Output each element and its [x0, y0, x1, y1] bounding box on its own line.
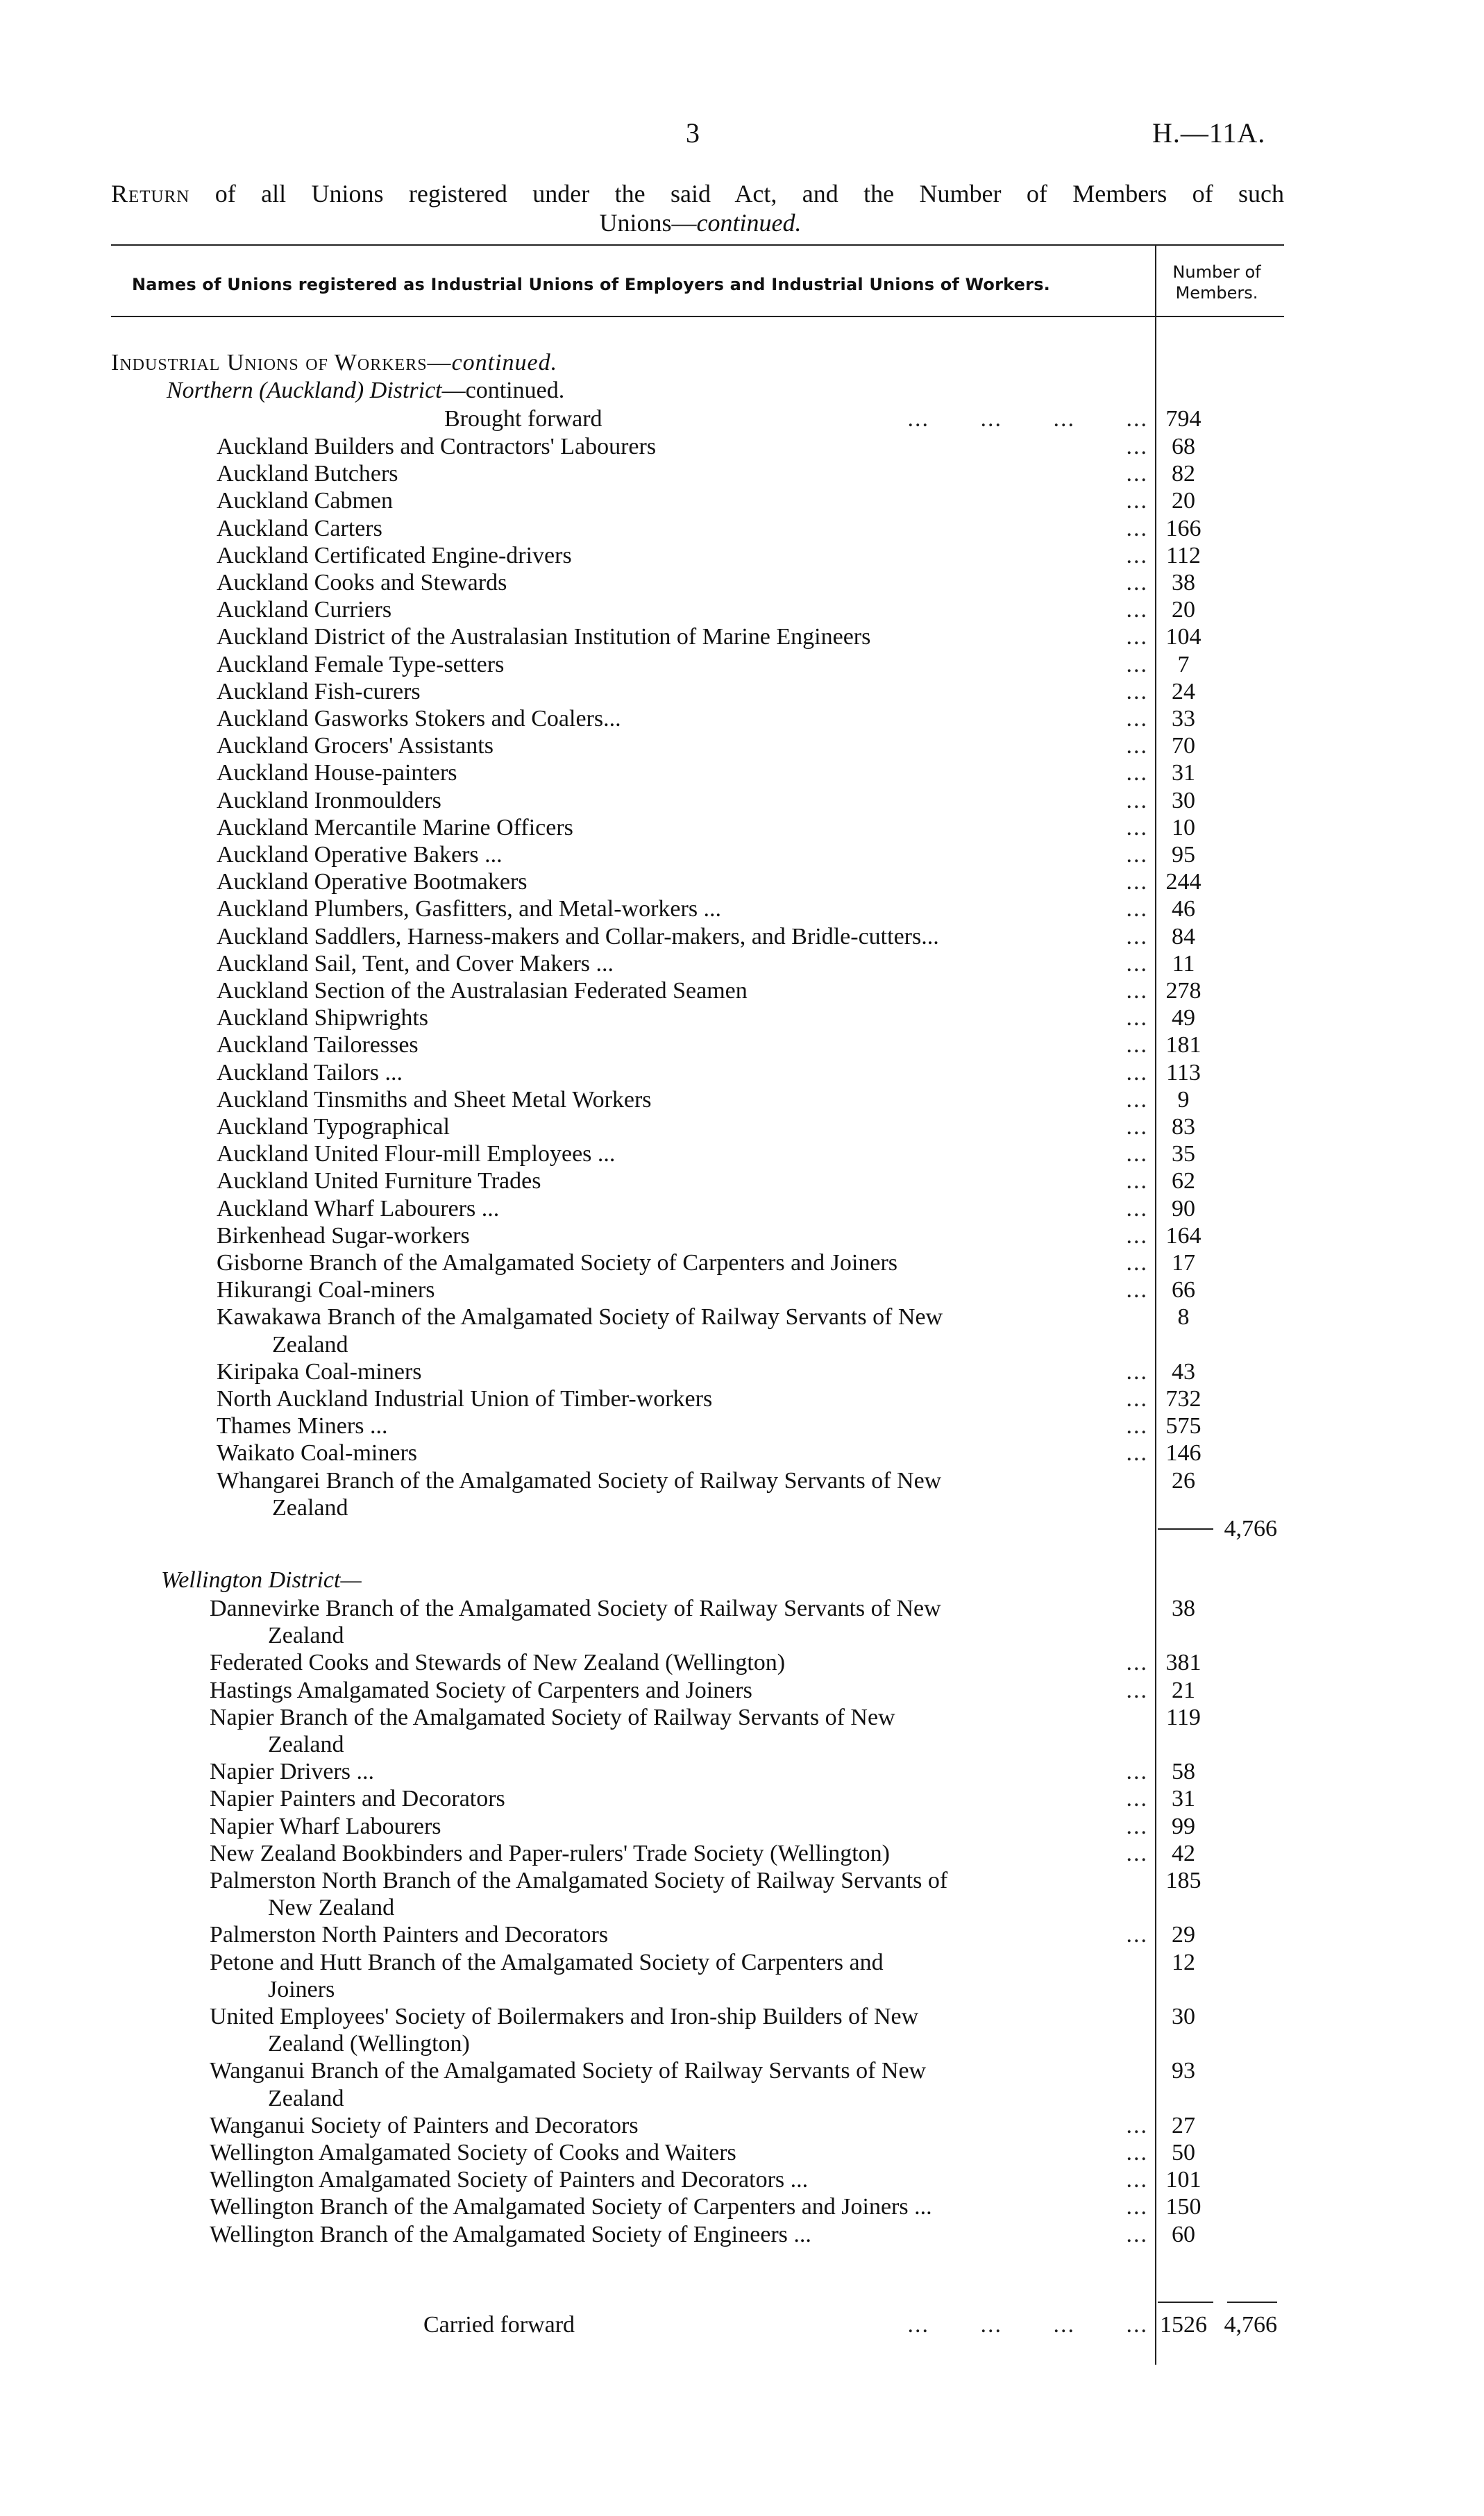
- union-name: Kawakawa Branch of the Amalgamated Society of Railway Servants of New: [217, 1304, 943, 1331]
- table-title-line2: [0, 208, 1401, 237]
- section-heading: [111, 350, 557, 376]
- table-row: [0, 2003, 1484, 2031]
- table-row: [0, 1195, 1484, 1223]
- carried-forward-rule-total: [1227, 2302, 1277, 2303]
- union-name: Kiripaka Coal-miners: [217, 1358, 422, 1385]
- leader-dots: ...: [1126, 1677, 1148, 1703]
- member-count: 84: [1172, 923, 1195, 949]
- member-count: 31: [1172, 1786, 1195, 1812]
- member-count: 33: [1172, 706, 1195, 732]
- table-row: [0, 787, 1484, 815]
- member-count: 101: [1165, 2167, 1201, 2193]
- district-total-row: [0, 1515, 1484, 1543]
- leader-dots: ...: [1126, 1840, 1148, 1866]
- title-line2-plain: Unions—: [599, 209, 697, 237]
- table-row: [0, 542, 1484, 570]
- union-name-continuation: Zealand: [272, 1331, 348, 1358]
- table-row: [0, 1222, 1484, 1250]
- table-row: [0, 1249, 1484, 1277]
- union-name: New Zealand Bookbinders and Paper-rulers' Trade Society (Wellington): [210, 1840, 890, 1866]
- member-count: 104: [1165, 624, 1201, 650]
- union-name: Auckland Butchers: [217, 461, 398, 487]
- member-count: 732: [1165, 1386, 1201, 1412]
- leader-dots: ...: [1126, 2112, 1148, 2138]
- union-name: Auckland Sail, Tent, and Cover Makers ...: [217, 950, 614, 977]
- member-count: 62: [1172, 1168, 1195, 1194]
- member-count: 83: [1172, 1114, 1195, 1140]
- union-name: Auckland Section of the Australasian Federated Seamen: [217, 978, 748, 1004]
- header-bottom-rule: [111, 316, 1284, 317]
- table-row: [0, 1840, 1484, 1868]
- table-row: [0, 1785, 1484, 1813]
- union-name: Auckland Plumbers, Gasfitters, and Metal-workers ...: [217, 896, 722, 922]
- table-row: [0, 977, 1484, 1005]
- table-row: [0, 1358, 1484, 1386]
- section-title-italic: continued.: [451, 350, 558, 375]
- carried-forward-row: [0, 2311, 1484, 2339]
- leader-dots: ...: [1126, 978, 1148, 1004]
- union-name: Auckland Wharf Labourers ...: [217, 1195, 500, 1222]
- member-count: 146: [1165, 1440, 1201, 1467]
- brought-forward-members: 794: [1165, 406, 1201, 432]
- leader-dots: ...: [1126, 896, 1148, 922]
- leader-dots: ...: [1126, 1032, 1148, 1058]
- carried-forward-members: 1526: [1160, 2312, 1207, 2338]
- union-name: Auckland Carters: [217, 515, 382, 541]
- member-count: 164: [1165, 1222, 1201, 1249]
- leader-dots: ...: [1126, 923, 1148, 949]
- member-count: 17: [1172, 1250, 1195, 1276]
- leader-dots: ...: [1126, 434, 1148, 459]
- union-name: Auckland Ironmoulders: [217, 787, 441, 813]
- union-name: Wanganui Society of Painters and Decorators: [210, 2112, 639, 2138]
- leader-dots: ...: [1126, 1086, 1148, 1113]
- table-row: [0, 950, 1484, 978]
- union-name: North Auckland Industrial Union of Timber-workers: [217, 1386, 713, 1412]
- table-row: [0, 1140, 1484, 1168]
- union-name: Auckland Fish-curers: [217, 678, 421, 704]
- member-count: 38: [1172, 570, 1195, 596]
- union-name: Auckland Certificated Engine-drivers: [217, 542, 572, 568]
- member-count: 43: [1172, 1358, 1195, 1385]
- leader-dots: ...: [1126, 1168, 1148, 1194]
- union-name: Auckland Tailoresses: [217, 1032, 419, 1058]
- union-name: Auckland Cabmen: [217, 488, 393, 514]
- carried-forward-total: 4,766: [1224, 2312, 1277, 2338]
- union-name: Birkenhead Sugar-workers: [217, 1222, 470, 1249]
- table-row: [0, 1412, 1484, 1440]
- union-name: Auckland Mercantile Marine Officers: [217, 814, 573, 841]
- union-name: Waikato Coal-miners: [217, 1440, 418, 1467]
- document-reference: H.—11A.: [1152, 117, 1266, 149]
- union-name: Auckland District of the Australasian Institution of Marine Engineers: [217, 624, 871, 650]
- title-text: of all Unions registered under the said Act, and the Number of Members of such: [214, 180, 1284, 208]
- table-row: [0, 1949, 1484, 1977]
- member-count: 381: [1165, 1650, 1201, 1676]
- member-count: 49: [1172, 1005, 1195, 1031]
- union-name: Auckland Operative Bootmakers: [217, 869, 528, 895]
- member-count: 20: [1172, 597, 1195, 623]
- table-row: [0, 569, 1484, 597]
- table-row: [0, 623, 1484, 651]
- member-count: 60: [1172, 2221, 1195, 2247]
- member-count: 42: [1172, 1840, 1195, 1866]
- member-count: 95: [1172, 842, 1195, 868]
- number-header-line1: Number of: [1172, 262, 1261, 282]
- table-row: [0, 1649, 1484, 1677]
- leader-dots: ...: [1126, 542, 1148, 568]
- union-name: Petone and Hutt Branch of the Amalgamated Society of Carpenters and: [210, 1949, 884, 1975]
- union-name: Auckland Female Type-setters: [217, 651, 505, 677]
- northern-district-total: 4,766: [1224, 1516, 1277, 1542]
- union-name: Auckland Cooks and Stewards: [217, 570, 507, 596]
- member-count: 8: [1177, 1304, 1190, 1331]
- union-name: Gisborne Branch of the Amalgamated Society of Carpenters and Joiners: [217, 1250, 898, 1276]
- number-column-header: [1158, 262, 1276, 303]
- table-row: [0, 814, 1484, 842]
- table-row: [0, 732, 1484, 760]
- member-count: 24: [1172, 678, 1195, 704]
- union-name: Wellington Branch of the Amalgamated Society of Engineers ...: [210, 2221, 811, 2247]
- table-row: [0, 1813, 1484, 1841]
- table-row: [0, 1031, 1484, 1059]
- member-count: 119: [1166, 1704, 1201, 1730]
- table-row: [0, 1467, 1484, 1495]
- member-count: 70: [1172, 733, 1195, 759]
- leader-dots: ... ... ... ...: [907, 2312, 1148, 2338]
- table-row: [0, 433, 1484, 461]
- table-row: [0, 895, 1484, 923]
- union-name: Auckland Shipwrights: [217, 1005, 429, 1031]
- member-count: 12: [1172, 1949, 1195, 1975]
- member-count: 9: [1177, 1086, 1190, 1113]
- table-row: [0, 2112, 1484, 2140]
- leader-dots: ...: [1126, 1650, 1148, 1676]
- table-row: [0, 1921, 1484, 1949]
- member-count: 68: [1172, 434, 1195, 459]
- table-row: [0, 841, 1484, 869]
- member-count: 113: [1166, 1059, 1201, 1086]
- union-name: Hastings Amalgamated Society of Carpenters and Joiners: [210, 1677, 752, 1703]
- table-row: [0, 1167, 1484, 1195]
- table-row: [0, 1704, 1484, 1732]
- union-name: United Employees' Society of Boilermakers and Iron-ship Builders of New: [210, 2004, 919, 2029]
- table-row: [0, 1439, 1484, 1467]
- member-count: 38: [1172, 1596, 1195, 1621]
- table-row: [0, 759, 1484, 787]
- table-title: [111, 179, 1284, 208]
- carried-forward-label: Carried forward: [423, 2312, 575, 2338]
- member-count: 7: [1177, 651, 1190, 677]
- leader-dots: ...: [1126, 1114, 1148, 1140]
- union-name: Wellington Amalgamated Society of Painters and Decorators ...: [210, 2167, 809, 2193]
- table-row: [0, 705, 1484, 733]
- leader-dots: ...: [1126, 1005, 1148, 1031]
- leader-dots: ...: [1126, 2221, 1148, 2247]
- member-count: 26: [1172, 1467, 1195, 1494]
- union-name: Auckland Typographical: [217, 1114, 450, 1140]
- wellington-district-heading: Wellington District—: [161, 1567, 362, 1593]
- union-name: Wanganui Branch of the Amalgamated Society of Railway Servants of New: [210, 2058, 927, 2084]
- union-name-continuation: Zealand: [268, 2085, 344, 2111]
- leader-dots: ...: [1126, 733, 1148, 759]
- leader-dots: ...: [1126, 2194, 1148, 2220]
- union-name: Auckland Tailors ...: [217, 1059, 403, 1086]
- leader-dots: ...: [1126, 488, 1148, 514]
- union-name: Auckland Operative Bakers ...: [217, 842, 503, 868]
- table-row: [0, 1086, 1484, 1114]
- table-row: [0, 923, 1484, 951]
- header-top-rule: [111, 244, 1284, 246]
- union-name: Auckland House-painters: [217, 760, 457, 786]
- union-name-continuation: Zealand (Wellington): [268, 2031, 470, 2057]
- member-count: 112: [1166, 542, 1201, 568]
- table-row: [0, 678, 1484, 706]
- union-name: Wellington Amalgamated Society of Cooks and Waiters: [210, 2140, 736, 2165]
- union-name: Federated Cooks and Stewards of New Zealand (Wellington): [210, 1650, 786, 1676]
- title-lead: Return: [111, 180, 190, 208]
- title-line2-italic: continued.: [696, 209, 802, 237]
- union-name: Auckland Grocers' Assistants: [217, 733, 494, 759]
- member-count: 27: [1172, 2112, 1195, 2138]
- number-header-line2: Members.: [1175, 283, 1258, 303]
- table-row: [0, 1113, 1484, 1141]
- leader-dots: ...: [1126, 1386, 1148, 1412]
- union-name-continuation: New Zealand: [268, 1895, 395, 1921]
- table-row: [0, 596, 1484, 624]
- table-row: [0, 1385, 1484, 1413]
- union-name: Hikurangi Coal-miners: [217, 1277, 435, 1303]
- union-name: Auckland Builders and Contractors' Labourers: [217, 434, 657, 459]
- leader-dots: ...: [1126, 1277, 1148, 1303]
- union-name: Napier Painters and Decorators: [210, 1786, 505, 1812]
- carried-forward-rule-members: [1158, 2302, 1213, 2303]
- member-count: 58: [1172, 1759, 1195, 1785]
- table-row: [0, 651, 1484, 679]
- table-row: [0, 2139, 1484, 2167]
- table-row: [0, 2057, 1484, 2085]
- northern-heading-text: Northern (Auckland) District: [167, 378, 442, 403]
- union-name: Dannevirke Branch of the Amalgamated Society of Railway Servants of New: [210, 1596, 941, 1621]
- leader-dots: ...: [1126, 1358, 1148, 1385]
- union-name: Wellington Branch of the Amalgamated Society of Carpenters and Joiners ...: [210, 2194, 932, 2220]
- table-row: [0, 2221, 1484, 2249]
- table-row: [0, 2166, 1484, 2194]
- leader-dots: ...: [1126, 678, 1148, 704]
- union-name-continuation: Zealand: [268, 1732, 344, 1757]
- union-name: Auckland United Furniture Trades: [217, 1168, 541, 1194]
- leader-dots: ...: [1126, 1440, 1148, 1467]
- leader-dots: ...: [1126, 1786, 1148, 1812]
- union-name: Napier Wharf Labourers: [210, 1813, 441, 1839]
- names-column-header: Names of Unions registered as Industrial Unions of Employers and Industrial Unions of Workers.: [132, 275, 1050, 294]
- leader-dots: ...: [1126, 1059, 1148, 1086]
- northern-heading-rest: —continued.: [441, 378, 565, 403]
- page-number: 3: [686, 117, 700, 149]
- table-row: [0, 1004, 1484, 1032]
- member-count: 244: [1165, 869, 1201, 895]
- leader-dots: ...: [1126, 2167, 1148, 2193]
- leader-dots: ...: [1126, 651, 1148, 677]
- table-row: [0, 1059, 1484, 1087]
- leader-dots: ...: [1126, 760, 1148, 786]
- table-row: [0, 1867, 1484, 1895]
- table-row: [0, 515, 1484, 543]
- union-name: Auckland Gasworks Stokers and Coalers...: [217, 706, 621, 732]
- leader-dots: ...: [1126, 515, 1148, 541]
- member-count: 21: [1172, 1677, 1195, 1703]
- member-count: 46: [1172, 896, 1195, 922]
- member-count: 29: [1172, 1922, 1195, 1948]
- union-name-continuation: Zealand: [268, 1623, 344, 1649]
- union-name: Auckland Saddlers, Harness-makers and Collar-makers, and Bridle-cutters...: [217, 923, 939, 949]
- leader-dots: ...: [1126, 1759, 1148, 1785]
- union-name: Thames Miners ...: [217, 1413, 388, 1439]
- table-row: [0, 487, 1484, 515]
- member-count: 11: [1172, 950, 1195, 977]
- leader-dots: ...: [1126, 706, 1148, 732]
- leader-dots: ...: [1126, 1813, 1148, 1839]
- leader-dots: ...: [1126, 950, 1148, 977]
- table-row: [0, 1303, 1484, 1331]
- leader-dots: ...: [1126, 624, 1148, 650]
- leader-dots: ...: [1126, 787, 1148, 813]
- leader-dots: ...: [1126, 869, 1148, 895]
- table-row: [0, 1276, 1484, 1304]
- member-count: 278: [1165, 978, 1201, 1004]
- leader-dots: ...: [1126, 842, 1148, 868]
- member-count: 90: [1172, 1195, 1195, 1222]
- leader-dots: ...: [1126, 597, 1148, 623]
- member-count: 575: [1165, 1413, 1201, 1439]
- member-count: 35: [1172, 1141, 1195, 1167]
- table-row: [0, 1677, 1484, 1705]
- leader-dots: ...: [1126, 1195, 1148, 1222]
- union-name: Auckland United Flour-mill Employees ...: [217, 1141, 616, 1167]
- member-count: 31: [1172, 760, 1195, 786]
- table-row: [0, 2193, 1484, 2221]
- leader-dots: ...: [1126, 1250, 1148, 1276]
- brought-forward-label: Brought forward: [444, 406, 602, 432]
- union-name: Napier Drivers ...: [210, 1759, 374, 1785]
- section-title: Industrial Unions of Workers—: [111, 350, 452, 375]
- northern-district-heading: [167, 378, 564, 404]
- member-count: 50: [1172, 2140, 1195, 2165]
- brought-forward-row: [0, 405, 1484, 433]
- table-row: [0, 868, 1484, 896]
- member-count: 10: [1172, 814, 1195, 841]
- table-row: [0, 460, 1484, 488]
- member-count: 30: [1172, 2004, 1195, 2029]
- union-name: Whangarei Branch of the Amalgamated Society of Railway Servants of New: [217, 1467, 942, 1494]
- table-row: [0, 1758, 1484, 1786]
- leader-dots: ... ... ... ...: [907, 406, 1148, 432]
- member-count: 20: [1172, 488, 1195, 514]
- leader-dots: ...: [1126, 1141, 1148, 1167]
- leader-dots: ...: [1126, 814, 1148, 841]
- leader-dots: ...: [1126, 461, 1148, 487]
- member-count: 93: [1172, 2058, 1195, 2084]
- union-name: Auckland Tinsmiths and Sheet Metal Workers: [217, 1086, 652, 1113]
- member-count: 82: [1172, 461, 1195, 487]
- member-count: 181: [1165, 1032, 1201, 1058]
- leader-dots: ...: [1126, 1922, 1148, 1948]
- member-count: 66: [1172, 1277, 1195, 1303]
- leader-dots: ...: [1126, 1413, 1148, 1439]
- leader-dots: ...: [1126, 2140, 1148, 2165]
- member-count: 99: [1172, 1813, 1195, 1839]
- member-count: 166: [1165, 515, 1201, 541]
- union-name-continuation: Joiners: [268, 1976, 335, 2002]
- leader-dots: ...: [1126, 1222, 1148, 1249]
- union-name: Napier Branch of the Amalgamated Society of Railway Servants of New: [210, 1704, 895, 1730]
- union-name-continuation: Zealand: [272, 1494, 348, 1521]
- member-count: 150: [1165, 2194, 1201, 2220]
- union-name: Palmerston North Painters and Decorators: [210, 1922, 609, 1948]
- member-count: 185: [1165, 1868, 1201, 1893]
- union-name: Palmerston North Branch of the Amalgamated Society of Railway Servants of: [210, 1868, 948, 1893]
- union-name: Auckland Curriers: [217, 597, 392, 623]
- table-row: [0, 1595, 1484, 1623]
- member-count: 30: [1172, 787, 1195, 813]
- leader-dots: ...: [1126, 570, 1148, 596]
